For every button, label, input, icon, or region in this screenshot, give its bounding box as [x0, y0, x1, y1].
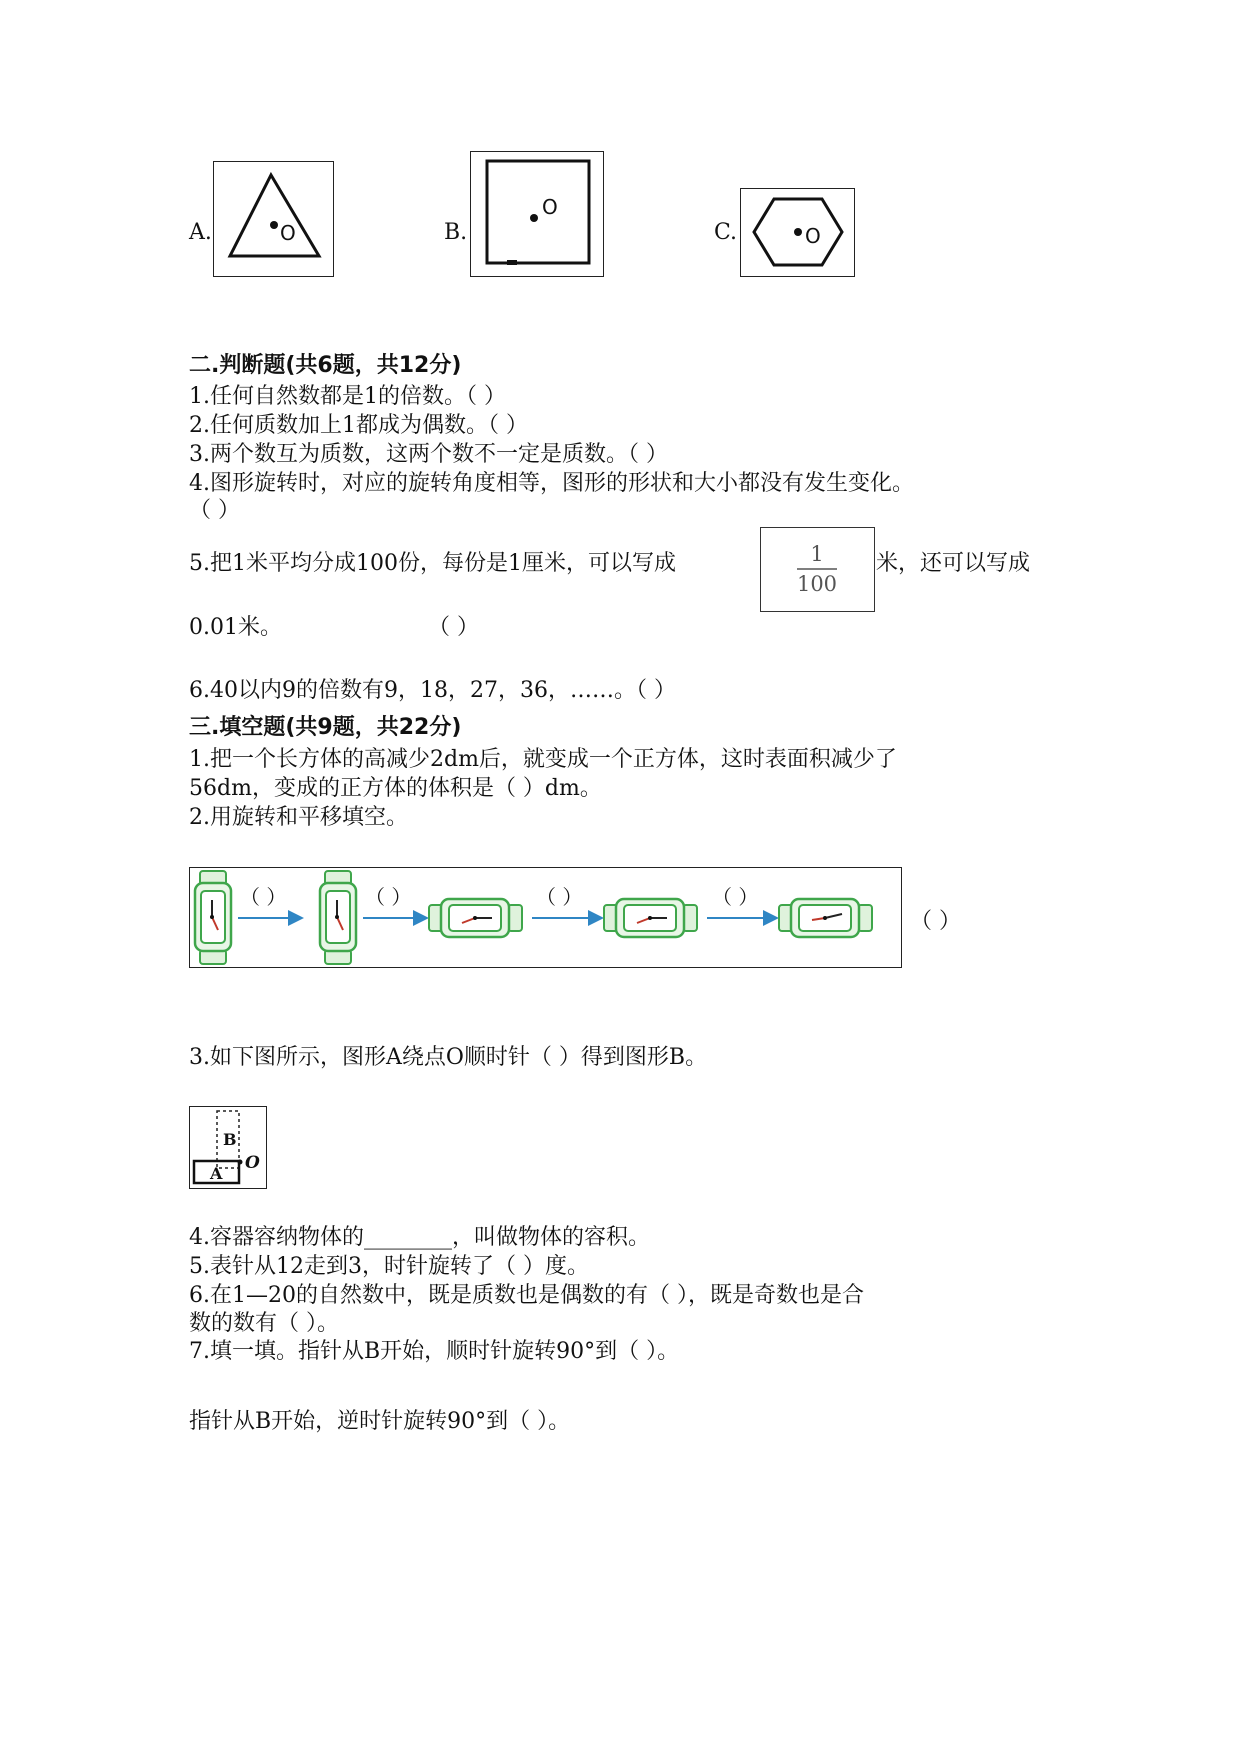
- figure-a-label: A: [210, 1164, 223, 1183]
- fraction-denominator: 100: [796, 572, 838, 596]
- fill-item-4: 4.容器容纳物体的________，叫做物体的容积。: [189, 1225, 650, 1250]
- watch-vertical-2: [320, 871, 356, 964]
- fill-item-2: 2.用旋转和平移填空。: [189, 805, 408, 830]
- option-b-figure: [470, 151, 604, 277]
- judge-item-2: 2.任何质数加上1都成为偶数。（ ）: [189, 413, 528, 438]
- option-c-label: C.: [714, 220, 738, 245]
- fill-item-5: 5.表针从12走到3，时针旋转了（ ）度。: [189, 1254, 589, 1279]
- watch-final-blank: （ ）: [910, 909, 961, 934]
- triangle-figure: [214, 162, 333, 276]
- option-a-label: A.: [189, 220, 212, 245]
- watch-horizontal-3: [779, 899, 872, 937]
- watch-sequence-figure: [189, 867, 902, 968]
- judge-item-4: 4.图形旋转时，对应的旋转角度相等，图形的形状和大小都没有发生变化。: [189, 471, 914, 496]
- option-a-figure: [213, 161, 334, 277]
- fill-item-6: 6.在1—20的自然数中，既是质数也是偶数的有（ ），既是奇数也是合: [189, 1283, 864, 1308]
- hexagon-figure: [741, 189, 854, 276]
- watch-blank-1: （ ）: [240, 885, 287, 909]
- judge-item-3: 3.两个数互为质数，这两个数不一定是质数。（ ）: [189, 442, 668, 467]
- section2-title: 二.判断题(共6题，共12分): [189, 353, 462, 378]
- judge-item-5-blank: （ ）: [428, 615, 479, 640]
- fraction-image: [760, 527, 875, 612]
- option-c-point: O: [805, 224, 821, 248]
- watch-blank-2: （ ）: [365, 885, 412, 909]
- judge-item-4-blank: （ ）: [189, 498, 240, 523]
- fraction-numerator: 1: [810, 542, 824, 566]
- figure-o-label: O: [245, 1153, 260, 1173]
- figure-b-label: B: [223, 1130, 237, 1149]
- option-c-figure: [740, 188, 855, 277]
- fill-item-1: 1.把一个长方体的高减少2dm后，就变成一个正方体，这时表面积减少了: [189, 747, 897, 772]
- fill-item-7: 7.填一填。指针从B开始，顺时针旋转90°到（ ）。: [189, 1339, 680, 1364]
- fill-item-7-cont: 指针从B开始，逆时针旋转90°到（ ）。: [189, 1409, 571, 1434]
- judge-item-5-part3: 0.01米。: [189, 615, 282, 640]
- watch-blank-3: （ ）: [536, 885, 583, 909]
- watch-vertical-1: [195, 871, 231, 964]
- watch-horizontal-2: [604, 899, 697, 937]
- watch-horizontal-1: [429, 899, 522, 937]
- option-b-point: O: [542, 195, 558, 219]
- option-b-label: B.: [444, 220, 468, 245]
- judge-item-5-part2: 米，还可以写成: [876, 551, 1031, 576]
- fill-item-6-cont: 数的数有（ ）。: [189, 1311, 339, 1336]
- watch-blank-4: （ ）: [712, 885, 759, 909]
- judge-item-5-part1: 5.把1米平均分成100份，每份是1厘米，可以写成: [189, 551, 676, 576]
- rotation-figure: [189, 1106, 267, 1189]
- square-figure: [471, 152, 603, 276]
- judge-item-6: 6.40以内9的倍数有9，18，27，36，……。（ ）: [189, 678, 676, 703]
- fill-item-3: 3.如下图所示，图形A绕点O顺时针（ ）得到图形B。: [189, 1045, 708, 1070]
- fill-item-1-cont: 56dm，变成的正方体的体积是（ ）dm。: [189, 776, 602, 801]
- option-a-point: O: [280, 221, 296, 245]
- section3-title: 三.填空题(共9题，共22分): [189, 715, 462, 740]
- judge-item-1: 1.任何自然数都是1的倍数。（ ）: [189, 384, 506, 409]
